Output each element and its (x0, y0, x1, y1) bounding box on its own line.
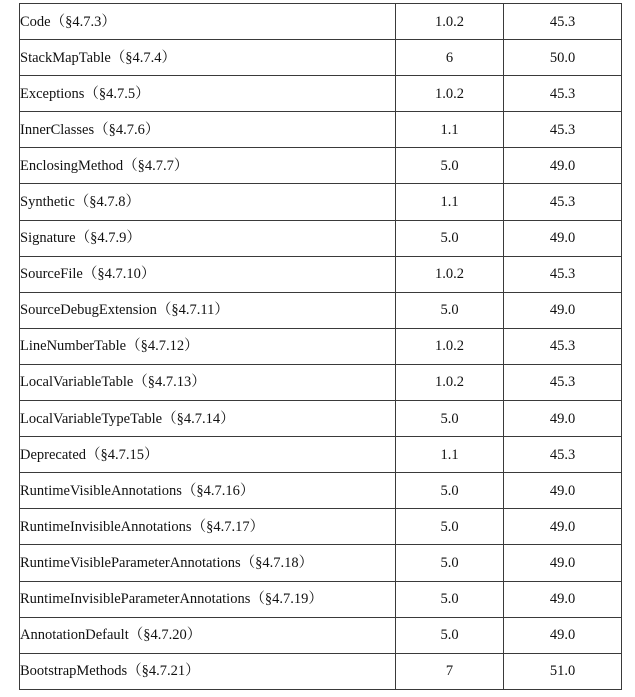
table-row (20, 328, 622, 364)
attribute-name-cell: InnerClasses（§4.7.6） (20, 112, 396, 148)
java-se-version-cell: 6 (396, 40, 504, 76)
table-row (20, 364, 622, 400)
table-row (20, 401, 622, 437)
java-se-version-cell: 5.0 (396, 509, 504, 545)
class-file-version-cell: 49.0 (504, 473, 622, 509)
java-se-version-cell: 1.0.2 (396, 364, 504, 400)
table-row (20, 148, 622, 184)
class-file-version-cell: 49.0 (504, 509, 622, 545)
java-se-version-cell: 5.0 (396, 292, 504, 328)
table-row (20, 220, 622, 256)
class-file-version-cell: 45.3 (504, 4, 622, 40)
attributes-table (19, 3, 622, 690)
java-se-version-cell: 1.0.2 (396, 76, 504, 112)
java-se-version-cell: 5.0 (396, 617, 504, 653)
attribute-name-cell: Deprecated（§4.7.15） (20, 437, 396, 473)
class-file-version-cell: 49.0 (504, 148, 622, 184)
attribute-name-cell: Signature（§4.7.9） (20, 220, 396, 256)
java-se-version-cell: 1.0.2 (396, 256, 504, 292)
java-se-version-cell: 5.0 (396, 401, 504, 437)
java-se-version-cell: 1.0.2 (396, 4, 504, 40)
class-file-version-cell: 45.3 (504, 364, 622, 400)
table-row (20, 256, 622, 292)
attribute-name-cell: LocalVariableTypeTable（§4.7.14） (20, 401, 396, 437)
class-file-version-cell: 49.0 (504, 220, 622, 256)
attribute-name-cell: EnclosingMethod（§4.7.7） (20, 148, 396, 184)
java-se-version-cell: 1.0.2 (396, 328, 504, 364)
attribute-name-cell: RuntimeVisibleParameterAnnotations（§4.7.18） (20, 545, 396, 581)
class-file-version-cell: 50.0 (504, 40, 622, 76)
table-body (20, 4, 622, 690)
class-file-version-cell: 49.0 (504, 581, 622, 617)
class-file-version-cell: 45.3 (504, 184, 622, 220)
attribute-name-cell: StackMapTable（§4.7.4） (20, 40, 396, 76)
java-se-version-cell: 5.0 (396, 581, 504, 617)
table-row (20, 617, 622, 653)
java-se-version-cell: 5.0 (396, 220, 504, 256)
attribute-name-cell: Code（§4.7.3） (20, 4, 396, 40)
java-se-version-cell: 7 (396, 653, 504, 689)
table-row (20, 4, 622, 40)
attribute-name-cell: LineNumberTable（§4.7.12） (20, 328, 396, 364)
table-row (20, 473, 622, 509)
attribute-name-cell: LocalVariableTable（§4.7.13） (20, 364, 396, 400)
attribute-name-cell: Synthetic（§4.7.8） (20, 184, 396, 220)
table-row (20, 112, 622, 148)
java-se-version-cell: 5.0 (396, 473, 504, 509)
java-se-version-cell: 1.1 (396, 112, 504, 148)
java-se-version-cell: 1.1 (396, 437, 504, 473)
class-file-version-cell: 49.0 (504, 617, 622, 653)
attribute-name-cell: SourceDebugExtension（§4.7.11） (20, 292, 396, 328)
java-se-version-cell: 1.1 (396, 184, 504, 220)
attribute-name-cell: Exceptions（§4.7.5） (20, 76, 396, 112)
attribute-name-cell: BootstrapMethods（§4.7.21） (20, 653, 396, 689)
attribute-name-cell: RuntimeVisibleAnnotations（§4.7.16） (20, 473, 396, 509)
attribute-name-cell: SourceFile（§4.7.10） (20, 256, 396, 292)
class-file-version-cell: 45.3 (504, 112, 622, 148)
class-file-version-cell: 49.0 (504, 292, 622, 328)
class-file-version-cell: 49.0 (504, 401, 622, 437)
java-se-version-cell: 5.0 (396, 545, 504, 581)
table-row (20, 292, 622, 328)
class-file-version-cell: 45.3 (504, 256, 622, 292)
table-row (20, 581, 622, 617)
table-row (20, 653, 622, 689)
attribute-name-cell: RuntimeInvisibleAnnotations（§4.7.17） (20, 509, 396, 545)
table-row (20, 509, 622, 545)
class-file-version-cell: 51.0 (504, 653, 622, 689)
class-file-version-cell: 45.3 (504, 328, 622, 364)
java-se-version-cell: 5.0 (396, 148, 504, 184)
table-row (20, 437, 622, 473)
table-row (20, 40, 622, 76)
class-file-version-cell: 49.0 (504, 545, 622, 581)
attribute-name-cell: AnnotationDefault（§4.7.20） (20, 617, 396, 653)
attribute-name-cell: RuntimeInvisibleParameterAnnotations（§4.7.19） (20, 581, 396, 617)
table-row (20, 184, 622, 220)
table-row (20, 545, 622, 581)
class-file-version-cell: 45.3 (504, 437, 622, 473)
table-row (20, 76, 622, 112)
class-file-version-cell: 45.3 (504, 76, 622, 112)
